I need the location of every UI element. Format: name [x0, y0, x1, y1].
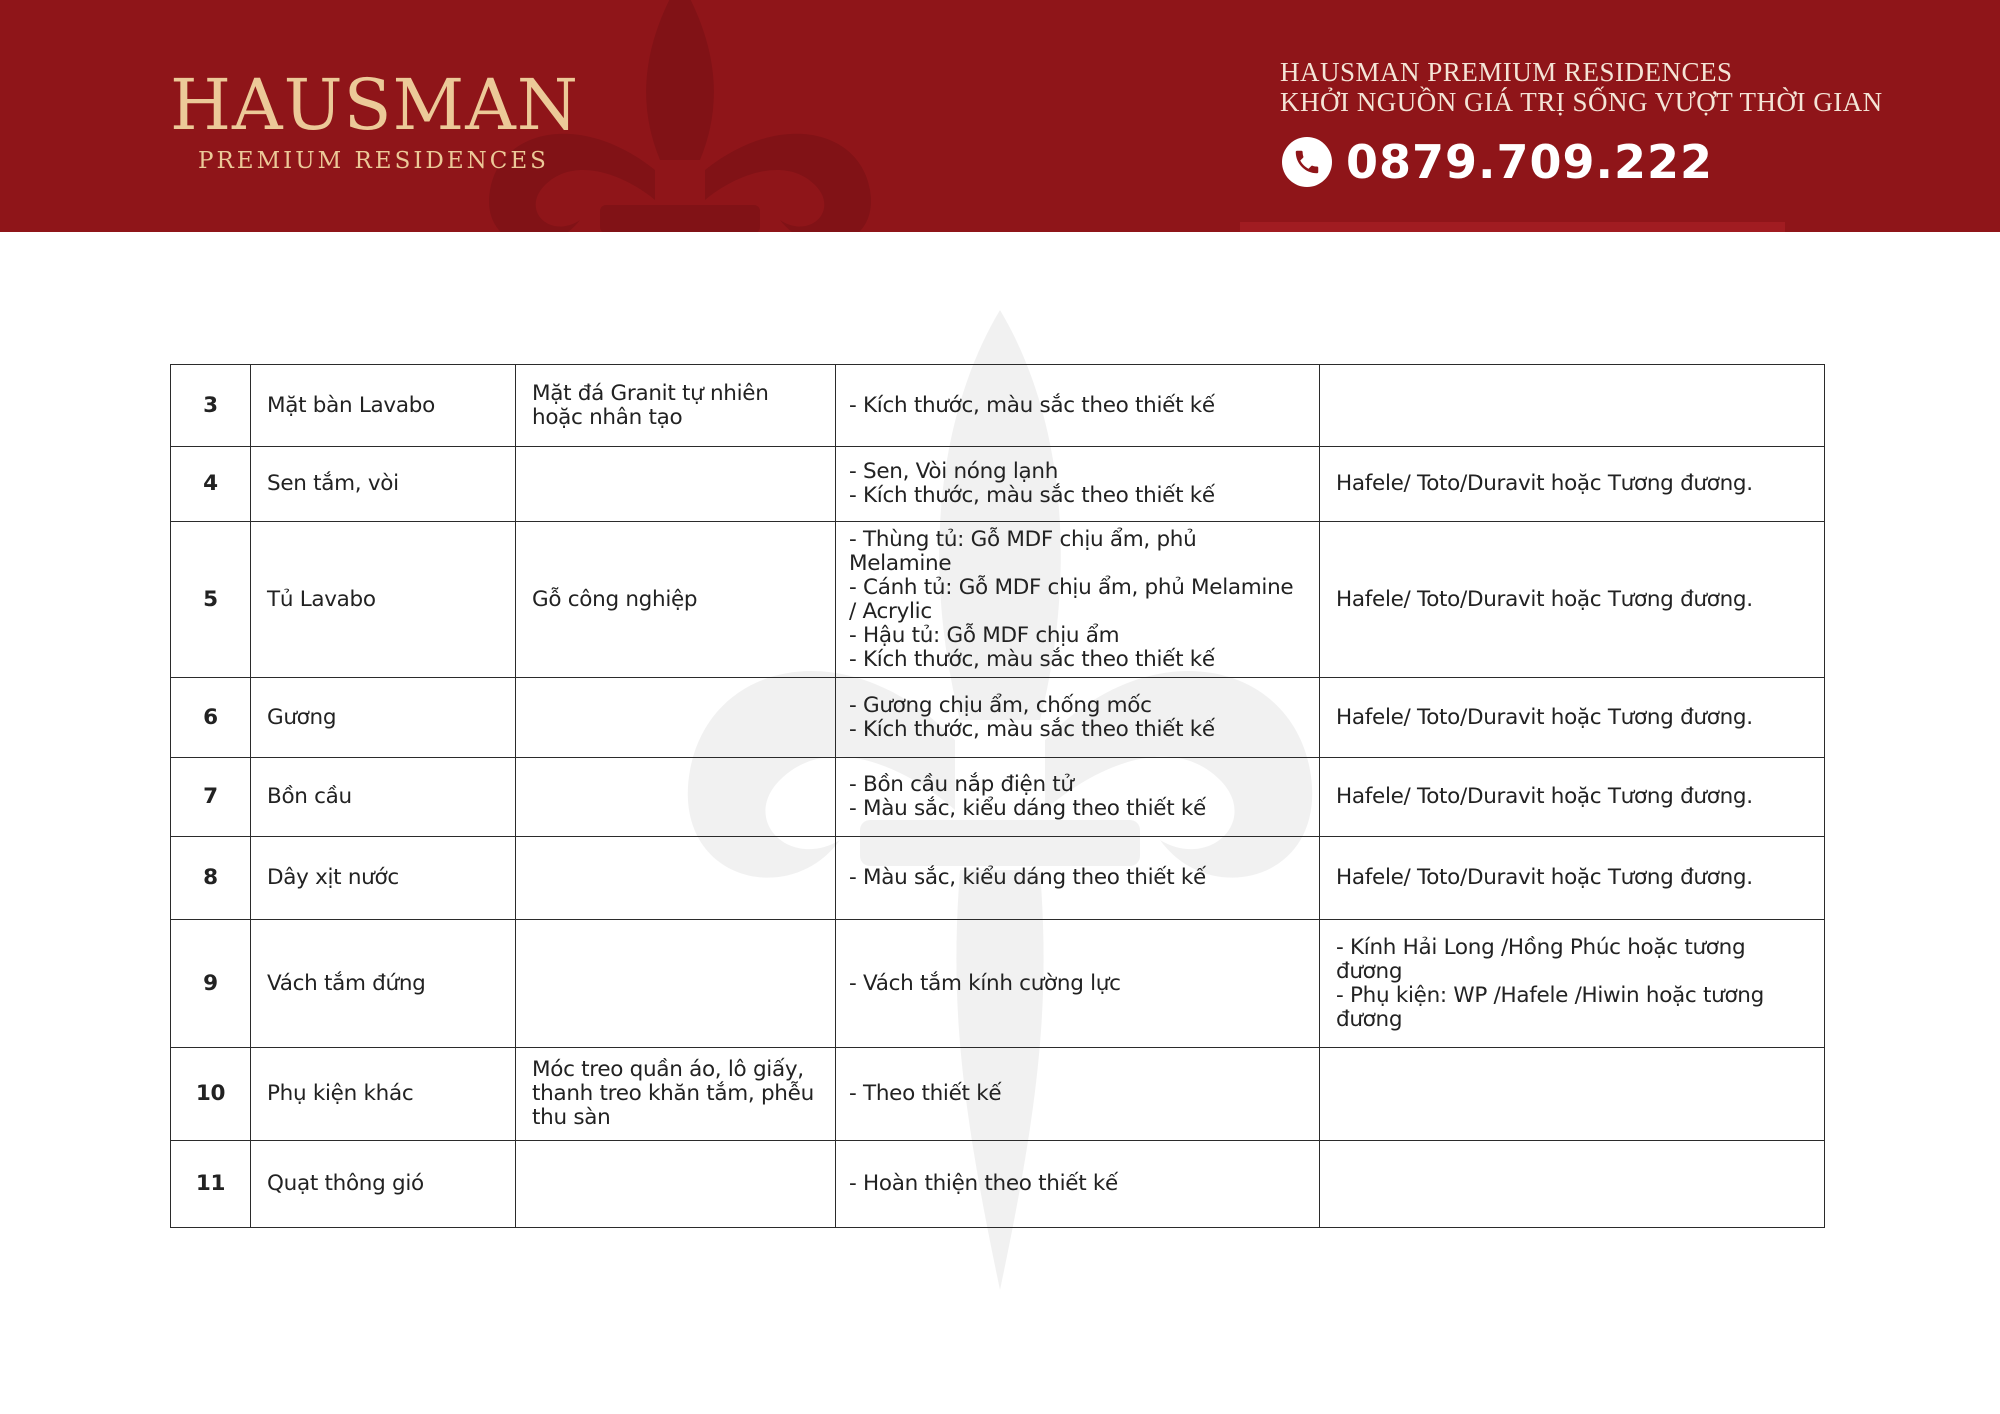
- row-number: 10: [171, 1048, 251, 1141]
- spec-line: - Theo thiết kế: [849, 1081, 1002, 1106]
- material: Gỗ công nghiệp: [516, 522, 836, 678]
- brand-line: Hafele/ Toto/Duravit hoặc Tương đương.: [1336, 865, 1753, 890]
- material: [516, 1141, 836, 1228]
- brand: [1320, 365, 1825, 447]
- material: [516, 447, 836, 522]
- spec-line: - Kích thước, màu sắc theo thiết kế: [849, 646, 1215, 672]
- brand: [1320, 678, 1825, 758]
- header-accent-strip: [1240, 222, 1785, 232]
- material: [516, 920, 836, 1048]
- item-name: Quạt thông gió: [251, 1141, 516, 1228]
- spec-line: - Gương chịu ẩm, chống mốc: [849, 692, 1152, 718]
- hotline[interactable]: [1282, 134, 1713, 190]
- row-number: 8: [171, 837, 251, 920]
- item-name: Tủ Lavabo: [251, 522, 516, 678]
- table-row: [171, 837, 1825, 920]
- header-tagline: [1280, 57, 1883, 117]
- logo-subtitle: PREMIUM RESIDENCES: [198, 148, 549, 174]
- specification: [836, 522, 1320, 678]
- table-row: [171, 447, 1825, 522]
- row-number: 5: [171, 522, 251, 678]
- spec-line: - Kích thước, màu sắc theo thiết kế: [849, 392, 1215, 418]
- table-row: [171, 1141, 1825, 1228]
- spec-line: - Màu sắc, kiểu dáng theo thiết kế: [849, 796, 1206, 821]
- row-number: 11: [171, 1141, 251, 1228]
- spec-line: - Hoàn thiện theo thiết kế: [849, 1171, 1118, 1196]
- specification: [836, 678, 1320, 758]
- specification: [836, 1141, 1320, 1228]
- table-row: [171, 678, 1825, 758]
- spec-line: - Vách tắm kính cường lực: [849, 970, 1121, 996]
- brand-line: Hafele/ Toto/Duravit hoặc Tương đương.: [1336, 784, 1753, 809]
- brand: [1320, 1141, 1825, 1228]
- specification: [836, 365, 1320, 447]
- brand: [1320, 920, 1825, 1048]
- specification: [836, 447, 1320, 522]
- brand-line: - Kính Hải Long /Hồng Phúc hoặc tương đương: [1336, 934, 1746, 984]
- header-banner: [0, 0, 2000, 232]
- brand-line: - Phụ kiện: WP /Hafele /Hiwin hoặc tương đương: [1336, 982, 1764, 1032]
- material: [516, 837, 836, 920]
- material: Móc treo quần áo, lô giấy, thanh treo khăn tắm, phễu thu sàn: [516, 1048, 836, 1141]
- brand-line: Hafele/ Toto/Duravit hoặc Tương đương.: [1336, 586, 1753, 612]
- table-row: [171, 522, 1825, 678]
- item-name: Bồn cầu: [251, 758, 516, 837]
- logo-wordmark: HAUSMAN: [170, 64, 580, 146]
- specification: [836, 758, 1320, 837]
- spec-line: - Sen, Vòi nóng lạnh: [849, 459, 1059, 484]
- material: [516, 678, 836, 758]
- specification: [836, 837, 1320, 920]
- spec-line: - Kích thước, màu sắc theo thiết kế: [849, 716, 1215, 742]
- phone-number[interactable]: 0879.709.222: [1346, 135, 1714, 189]
- specification: [836, 920, 1320, 1048]
- table-row: [171, 1048, 1825, 1141]
- spec-line: - Thùng tủ: Gỗ MDF chịu ẩm, phủ Melamine: [849, 526, 1197, 576]
- specification: [836, 1048, 1320, 1141]
- row-number: 9: [171, 920, 251, 1048]
- brand: [1320, 1048, 1825, 1141]
- tagline-line-1: HAUSMAN PREMIUM RESIDENCES: [1280, 57, 1733, 87]
- spec-line: - Kích thước, màu sắc theo thiết kế: [849, 483, 1215, 508]
- material: Mặt đá Granit tự nhiên hoặc nhân tạo: [516, 365, 836, 447]
- item-name: Phụ kiện khác: [251, 1048, 516, 1141]
- row-number: 3: [171, 365, 251, 447]
- spec-line: - Hậu tủ: Gỗ MDF chịu ẩm: [849, 622, 1120, 648]
- brand: [1320, 837, 1825, 920]
- table-row: [171, 920, 1825, 1048]
- brand: [1320, 522, 1825, 678]
- material: [516, 758, 836, 837]
- table-row: [171, 758, 1825, 837]
- item-name: Gương: [251, 678, 516, 758]
- spec-line: - Cánh tủ: Gỗ MDF chịu ẩm, phủ Melamine / Acrylic: [849, 574, 1294, 624]
- item-name: Mặt bàn Lavabo: [251, 365, 516, 447]
- brand: [1320, 758, 1825, 837]
- item-name: Vách tắm đứng: [251, 920, 516, 1048]
- row-number: 7: [171, 758, 251, 837]
- hausman-logo: [170, 64, 580, 174]
- brand: [1320, 447, 1825, 522]
- row-number: 6: [171, 678, 251, 758]
- brand-line: Hafele/ Toto/Duravit hoặc Tương đương.: [1336, 704, 1753, 730]
- brand-line: Hafele/ Toto/Duravit hoặc Tương đương.: [1336, 471, 1753, 496]
- tagline-line-2: KHỞI NGUỒN GIÁ TRỊ SỐNG VƯỢT THỜI GIAN: [1280, 87, 1883, 117]
- row-number: 4: [171, 447, 251, 522]
- spec-line: - Màu sắc, kiểu dáng theo thiết kế: [849, 865, 1206, 890]
- bathroom-spec-table: [170, 364, 1825, 1228]
- table-row: [171, 365, 1825, 447]
- spec-table-body: [171, 365, 1825, 1228]
- phone-icon: [1282, 137, 1332, 187]
- item-name: Dây xịt nước: [251, 837, 516, 920]
- item-name: Sen tắm, vòi: [251, 447, 516, 522]
- spec-line: - Bồn cầu nắp điện tử: [849, 772, 1074, 797]
